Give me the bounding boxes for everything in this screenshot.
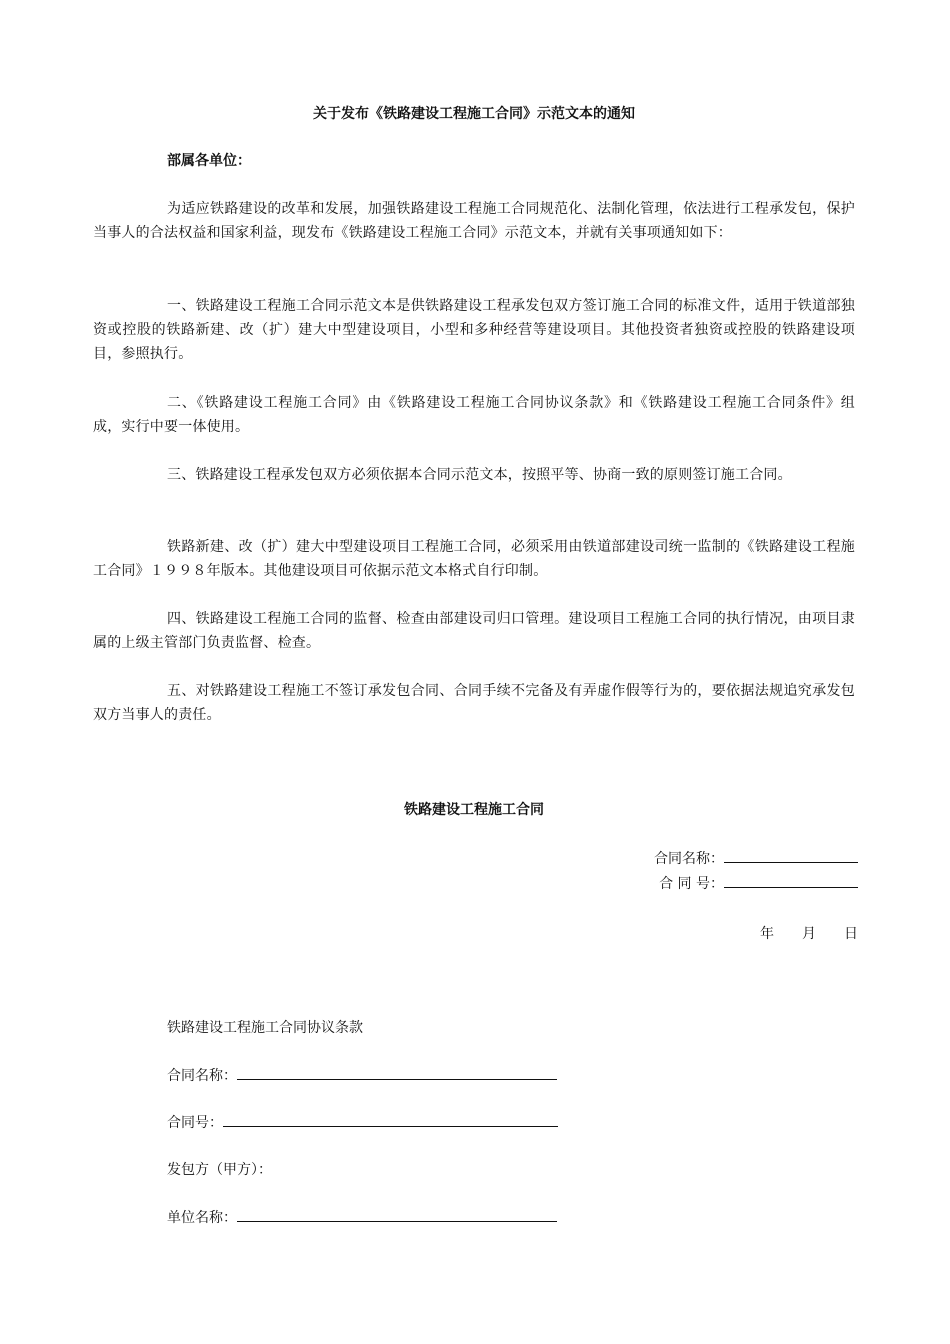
agreement-contract-name-field xyxy=(167,1064,557,1088)
cover-contract-name-field xyxy=(654,847,858,871)
cover-contract-number-label: 合 同 号： xyxy=(659,876,724,892)
agreement-contract-number-blank[interactable] xyxy=(223,1112,558,1127)
cover-date xyxy=(760,922,858,946)
unit-name-field xyxy=(167,1206,557,1230)
item-paragraph-6: 五、对铁路建设工程施工不签订承发包合同、合同手续不完备及有弄虚作假等行为的，要依据法规追究承发包双方当事人的责任。 xyxy=(93,683,855,723)
unit-name-label: 单位名称： xyxy=(167,1210,237,1226)
party-a-label: 发包方（甲方）： xyxy=(167,1162,272,1178)
cover-contract-number-blank[interactable] xyxy=(724,873,858,888)
item-paragraph-2: 二、《铁路建设工程施工合同》由《铁路建设工程施工合同协议条款》和《铁路建设工程施工合同条件》组成，实行中要一体使用。 xyxy=(93,395,855,435)
notice-title: 关于发布《铁路建设工程施工合同》示范文本的通知 xyxy=(313,106,635,122)
cover-contract-name-label: 合同名称： xyxy=(654,851,724,867)
item-paragraph-3: 三、铁路建设工程承发包双方必须依据本合同示范文本，按照平等、协商一致的原则签订施工合同。 xyxy=(167,467,792,483)
intro-paragraph: 为适应铁路建设的改革和发展，加强铁路建设工程施工合同规范化、法制化管理，依法进行工程承发包，保护当事人的合法权益和国家利益，现发布《铁路建设工程施工合同》示范文本，并就有关事项通知如下： xyxy=(93,201,855,241)
agreement-contract-name-blank[interactable] xyxy=(237,1065,557,1080)
date-month: 月 xyxy=(802,926,816,942)
cover-contract-name-blank[interactable] xyxy=(724,848,858,863)
date-year: 年 xyxy=(760,926,774,942)
agreement-heading: 铁路建设工程施工合同协议条款 xyxy=(167,1020,363,1036)
agreement-contract-name-label: 合同名称： xyxy=(167,1068,237,1084)
cover-contract-number-field xyxy=(659,872,858,896)
document-page xyxy=(93,0,858,1344)
agreement-contract-number-field xyxy=(167,1111,558,1135)
item-paragraph-1: 一、铁路建设工程施工合同示范文本是供铁路建设工程承发包双方签订施工合同的标准文件，适用于铁道部独资或控股的铁路新建、改（扩）建大中型建设项目，小型和多种经营等建设项目。其他投资者独资或控股的铁路建设项目，参照执行。 xyxy=(93,298,855,362)
item-paragraph-5: 四、铁路建设工程施工合同的监督、检查由部建设司归口管理。建设项目工程施工合同的执行情况，由项目隶属的上级主管部门负责监督、检查。 xyxy=(93,611,855,651)
agreement-contract-number-label: 合同号： xyxy=(167,1115,223,1131)
item-paragraph-4: 铁路新建、改（扩）建大中型建设项目工程施工合同，必须采用由铁道部建设司统一监制的《铁路建设工程施工合同》１９９８年版本。其他建设项目可依据示范文本格式自行印制。 xyxy=(93,539,855,579)
salutation: 部属各单位： xyxy=(167,153,251,169)
date-day: 日 xyxy=(844,926,858,942)
unit-name-blank[interactable] xyxy=(237,1207,557,1222)
contract-title: 铁路建设工程施工合同 xyxy=(404,802,544,818)
